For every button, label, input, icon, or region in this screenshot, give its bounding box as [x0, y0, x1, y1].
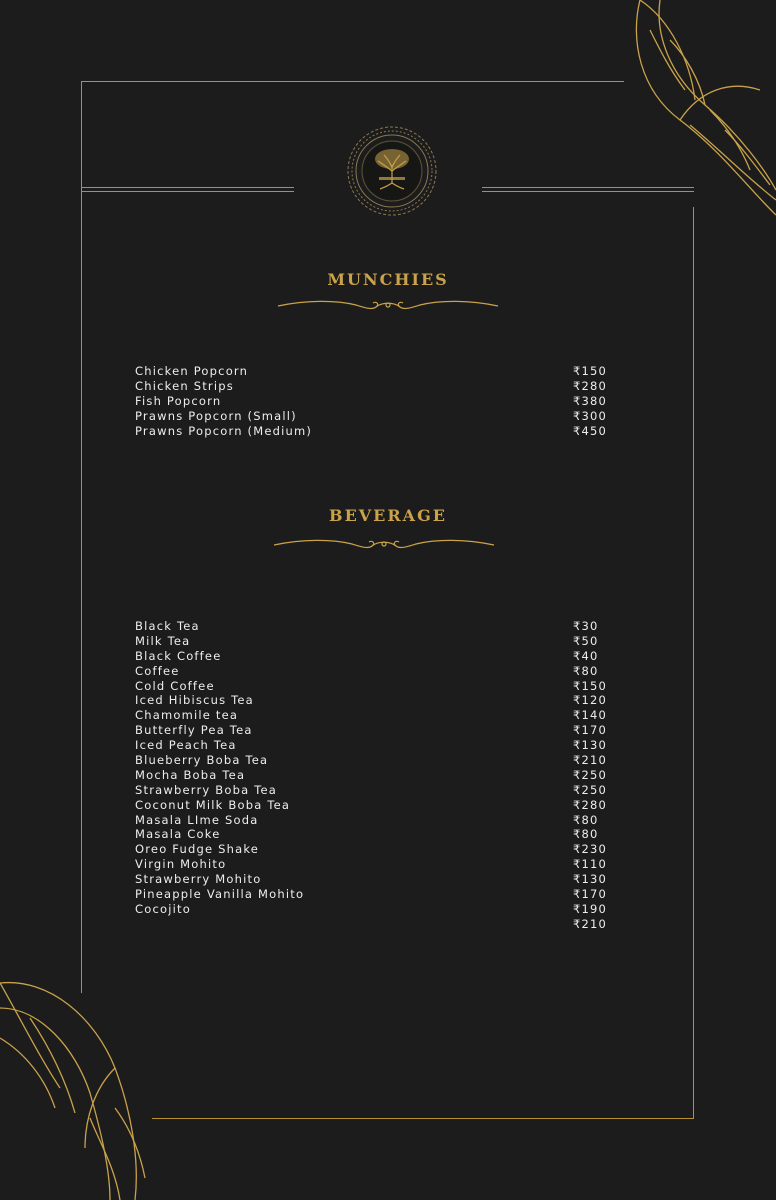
menu-item-price: ₹230 — [573, 842, 608, 857]
menu-item-name: Coconut Milk Boba Tea — [135, 797, 291, 812]
menu-item-price: ₹170 — [573, 723, 608, 738]
menu-list-munchies — [135, 364, 615, 439]
frame-left-line — [81, 81, 82, 993]
menu-item-price: ₹80 — [573, 827, 599, 842]
menu-item-price: ₹190 — [573, 901, 608, 916]
menu-item-name: Masala Coke — [135, 827, 221, 842]
menu-item-price: ₹80 — [573, 663, 599, 678]
menu-item-name: Virgin Mohito — [135, 857, 227, 872]
menu-item-price: ₹280 — [573, 378, 608, 393]
item-prices-beverage — [573, 619, 607, 932]
menu-item-name: Cocojito — [135, 901, 191, 916]
menu-item-price: ₹450 — [573, 423, 608, 438]
menu-item-name: Oreo Fudge Shake — [135, 842, 260, 857]
menu-item-name: Blueberry Boba Tea — [135, 753, 269, 768]
menu-item-price: ₹120 — [573, 693, 608, 708]
menu-item-price: ₹30 — [573, 619, 599, 633]
section-title-munchies: MUNCHIES — [327, 270, 449, 289]
menu-item-name: Iced Hibiscus Tea — [135, 693, 254, 708]
menu-item-price: ₹140 — [573, 708, 608, 723]
menu-item-price: ₹300 — [573, 408, 608, 423]
ornament-divider-beverage-icon — [272, 537, 496, 551]
menu-item-price: ₹130 — [573, 738, 608, 753]
menu-item-name: Black Coffee — [135, 648, 222, 663]
menu-item-price: ₹210 — [573, 753, 608, 768]
menu-item-name: Fish Popcorn — [135, 393, 222, 408]
menu-item-price: ₹380 — [573, 393, 608, 408]
menu-item-name: Mocha Boba Tea — [135, 767, 246, 782]
menu-item-price: ₹50 — [573, 633, 599, 648]
menu-item-price: ₹250 — [573, 767, 608, 782]
leaf-decoration-top-right-icon — [630, 0, 776, 225]
menu-item-name: Chicken Strips — [135, 378, 234, 393]
menu-list-beverage — [135, 619, 615, 934]
menu-item-price: ₹130 — [573, 872, 608, 887]
menu-item-name: Butterfly Pea Tea — [135, 723, 253, 738]
item-names-beverage — [135, 619, 304, 917]
menu-item-name: Black Tea — [135, 619, 200, 633]
menu-item-name: Chicken Popcorn — [135, 364, 249, 378]
menu-item-price: ₹170 — [573, 887, 608, 902]
divider-left-lower — [82, 191, 294, 192]
tree-logo-icon — [346, 125, 438, 217]
menu-item-name: Prawns Popcorn (Small) — [135, 408, 297, 423]
menu-item-price: ₹80 — [573, 812, 599, 827]
menu-item-price: ₹150 — [573, 364, 608, 378]
frame-bottom-line — [152, 1118, 694, 1119]
item-names-munchies — [135, 364, 312, 438]
menu-item-price: ₹150 — [573, 678, 608, 693]
divider-left-upper — [82, 187, 294, 188]
ornament-divider-munchies-icon — [276, 298, 500, 312]
menu-item-price: ₹280 — [573, 797, 608, 812]
menu-item-name: Strawberry Mohito — [135, 872, 262, 887]
menu-item-name: Prawns Popcorn (Medium) — [135, 423, 313, 438]
menu-item-name: Pineapple Vanilla Mohito — [135, 887, 305, 902]
menu-item-name: Cold Coffee — [135, 678, 215, 693]
menu-item-name: Iced Peach Tea — [135, 738, 237, 753]
menu-item-name: Coffee — [135, 663, 180, 678]
menu-item-price: ₹40 — [573, 648, 599, 663]
item-prices-munchies — [573, 364, 607, 438]
menu-item-name: Strawberry Boba Tea — [135, 782, 278, 797]
frame-top-line — [82, 81, 624, 82]
leaf-decoration-bottom-left-icon — [0, 978, 150, 1200]
menu-item-name: Chamomile tea — [135, 708, 239, 723]
menu-item-name: Milk Tea — [135, 633, 191, 648]
frame-right-line — [693, 207, 694, 1119]
menu-item-price: ₹110 — [573, 857, 608, 872]
menu-item-price: ₹210 — [573, 916, 608, 931]
menu-item-name: Masala LIme Soda — [135, 812, 259, 827]
menu-item-price: ₹250 — [573, 782, 608, 797]
section-title-beverage: BEVERAGE — [329, 506, 447, 525]
